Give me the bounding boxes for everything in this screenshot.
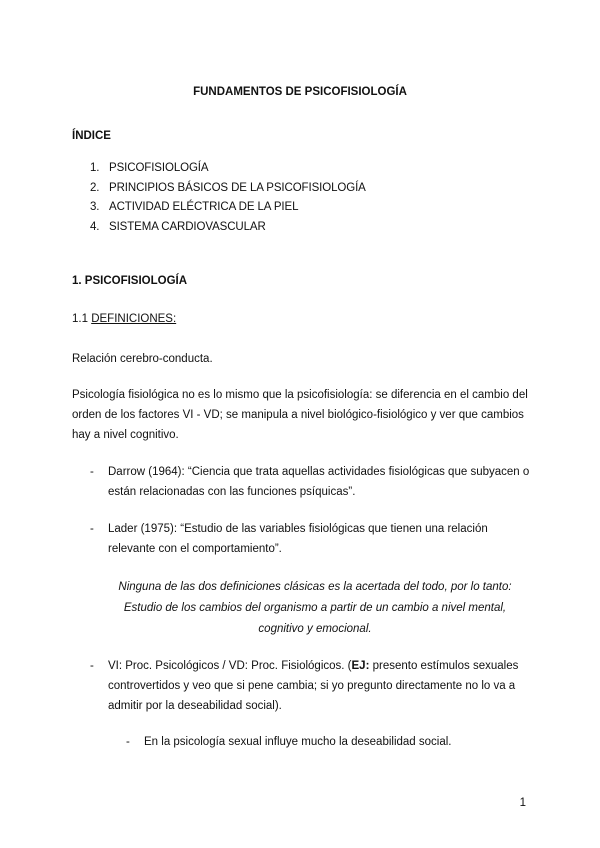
toc-item-label: SISTEMA CARDIOVASCULAR bbox=[109, 220, 266, 233]
toc-item-number: 3. bbox=[90, 201, 100, 213]
bullet-dash: - bbox=[126, 736, 130, 748]
page-number: 1 bbox=[519, 797, 526, 809]
toc-item-label: PRINCIPIOS BÁSICOS DE LA PSICOFISIOLOGÍA bbox=[109, 181, 366, 194]
toc-item bbox=[90, 218, 366, 238]
subsection-label: DEFINICIONES: bbox=[91, 313, 177, 325]
quote-block: Ninguna de las dos definiciones clásicas es la acertada del todo, por lo tanto: Estudio de los cambios del organismo a partir de un cambio a nivel mental, cognitivo y emocional. bbox=[118, 581, 512, 635]
list-item-text-part: VI: Proc. Psicológicos / VD: Proc. Fisiológicos. ( bbox=[108, 660, 352, 672]
toc-item-number: 1. bbox=[90, 162, 100, 174]
list-item-text: Darrow (1964): “Ciencia que trata aquellas actividades fisiológicas que subyacen o están relacionadas con las funciones psíquicas”. bbox=[108, 466, 530, 498]
paragraph: Psicología fisiológica no es lo mismo que la psicofisiología: se diferencia en el cambio del orden de los factores VI - VD; se manipula a nivel biológico-fisiológico y ver que cambios hay a nivel cognitivo. bbox=[72, 389, 528, 441]
toc-item bbox=[90, 198, 366, 218]
toc-item-number: 2. bbox=[90, 181, 100, 194]
list-item-text-part: presento estímulos sexuales controvertidos y veo que si pene cambia; si yo pregunto directamente no lo va a admitir por la deseabilidad social). bbox=[108, 660, 519, 712]
toc-item-number: 4. bbox=[90, 220, 100, 233]
bullet-dash: - bbox=[90, 523, 94, 535]
bullet-dash: - bbox=[90, 466, 94, 478]
toc-item bbox=[90, 159, 366, 179]
toc-item-label: ACTIVIDAD ELÉCTRICA DE LA PIEL bbox=[109, 201, 299, 213]
list-item-text: Lader (1975): “Estudio de las variables fisiológicas que tienen una relación relevante con el comportamiento”. bbox=[108, 523, 488, 555]
table-of-contents bbox=[90, 159, 366, 237]
document-title: FUNDAMENTOS DE PSICOFISIOLOGÍA bbox=[193, 86, 407, 98]
sub-list-item bbox=[126, 732, 530, 752]
list-item bbox=[90, 656, 530, 716]
list-item bbox=[90, 519, 530, 559]
example-label: EJ: bbox=[351, 660, 370, 672]
toc-item bbox=[90, 179, 366, 199]
bullet-dash: - bbox=[90, 660, 94, 672]
paragraph: Relación cerebro-conducta. bbox=[72, 353, 213, 365]
list-item bbox=[90, 462, 530, 502]
list-item-text: En la psicología sexual influye mucho la deseabilidad social. bbox=[144, 736, 452, 748]
index-heading: ÍNDICE bbox=[72, 130, 111, 142]
list-item-text bbox=[108, 656, 530, 716]
subsection-number: 1.1 bbox=[72, 313, 92, 325]
toc-item-label: PSICOFISIOLOGÍA bbox=[109, 162, 209, 174]
section-heading: 1. PSICOFISIOLOGÍA bbox=[72, 275, 188, 287]
subsection-heading bbox=[72, 313, 176, 325]
